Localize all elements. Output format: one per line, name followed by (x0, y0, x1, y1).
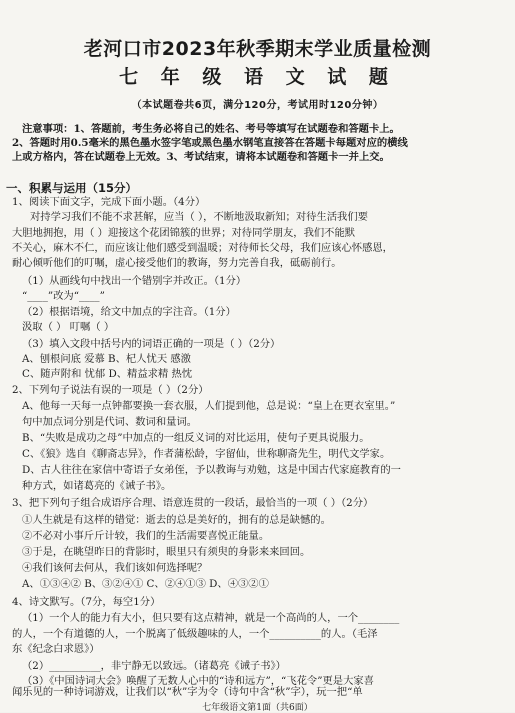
question-line: 4、诗文默写。（7分，每空1分） (12, 596, 161, 608)
sentence-line: ①人生就是有这样的错觉：逝去的总是美好的，拥有的总是缺憾的。 (22, 514, 331, 526)
notice-line: 2、答题时用0.5毫米的黑色墨水签字笔或黑色墨水钢笔直接答在答题卡每题对应的横线 (12, 137, 408, 149)
notice-line: 注意事项：1、答题前，考生务必将自己的姓名、考号等填写在试题卷和答题卡上。 (22, 123, 400, 135)
fill-line: （1）一个人的能力有大小，但只要有这点精神，就是一个高尚的人，一个________ (22, 612, 400, 624)
fill-line: （3）《中国诗词大会》唤醒了无数人心中的“诗和远方”，“飞花令”更是大家喜 (22, 675, 374, 687)
question-line: （1）从画线句中找出一个错别字并改正。（1分） (22, 275, 247, 287)
question-line: 3、把下列句子组合成语序合理、语意连贯的一段话，最恰当的一项（ ）（2分） (12, 497, 374, 509)
sentence-line: ③于是，在眺望昨日的背影时，眼里只有须臾的身影来来回回。 (22, 546, 311, 558)
option-line: C、《狼》选自《聊斋志异》，作者蒲松龄，字留仙，世称聊斋先生，明代文学家。 (22, 448, 391, 460)
answer-line: “____”改为“____” (22, 290, 105, 302)
page-footer: 七年级语文第1面（共6面） (202, 703, 313, 713)
option-line: A、他每一天每一点钟都要换一套衣服，人们提到他，总是说：“皇上在更衣室里。” (22, 400, 396, 412)
fill-line: 的人，一个有道德的人，一个脱离了低级趣味的人，一个__________的人。（毛泽 (12, 628, 378, 640)
question-line: （2）根据语境，给文中加点的字注音。（1分） (22, 306, 236, 318)
option-line: 句中加点词分别是代词、数词和量词。 (22, 416, 198, 428)
option-line: C、随声附和 忧郁 D、精益求精 热忱 (22, 368, 193, 380)
exam-title: 老河口市2023年秋季期末学业质量检测 (83, 38, 432, 60)
option-line: B、“失败是成功之母”中加点的一组反义词的对比运用，使句子更具说服力。 (22, 432, 370, 444)
passage-line: 不关心，麻木不仁，而应该让他们感受到温暖；对待师长父母，我们应该心怀感恩， (12, 242, 393, 254)
fill-line: 闻乐见的一种诗词游戏，让我们以“秋”字为令（诗句中含“秋”字），玩一把“单 (12, 686, 363, 698)
exam-subtitle: 七 年 级 语 文 试 题 (119, 66, 396, 88)
exam-info: （本试题卷共6页，满分120分，考试用时120分钟） (131, 100, 384, 111)
answer-line: 汲取（ ） 叮嘱（ ） (22, 321, 115, 333)
sentence-line: ④我们该何去何从，我们该如何选择呢？ (22, 562, 208, 574)
question-line: （3）填入文段中括号内的词语正确的一项是（ ）（2分） (22, 338, 281, 350)
fill-line: 东《纪念白求恩》） (12, 643, 100, 655)
passage-line: 大胆地拥抱，用（ ）迎接这个花团锦簇的世界；对待同学朋友，我们不能默 (12, 227, 356, 239)
passage-line: 耐心倾听他们的叮嘱，虚心接受他们的教诲，努力完善自我，砥砺前行。 (12, 257, 342, 269)
question-line: 2、下列句子说法有误的一项是（ ）（2分） (12, 384, 209, 396)
passage-line: 对持学习我们不能不求甚解，应当（ ），不断地汲取新知；对待生活我们要 (30, 211, 368, 223)
option-line: D、古人往往在家信中寄语子女弟侄，予以教诲与劝勉，这是中国古代家庭教育的一 (22, 464, 401, 476)
notice-line: 上或方格内，答在试题卷上无效。3、考试结束，请将本试题卷和答题卡一并上交。 (12, 151, 390, 163)
option-line: A、①③④② B、③②④① C、②④①③ D、④③②① (22, 578, 269, 590)
option-line: A、刨根问底 爱慕 B、杞人忧天 感激 (22, 353, 191, 365)
option-line: 种方式，如诸葛亮的《诫子书》。 (22, 480, 172, 492)
sentence-line: ②不必对小事斤斤计较，我们的生活需要喜悦正能量。 (22, 530, 270, 542)
section-title: 一、积累与运用（15分） (6, 181, 138, 195)
question-line: 1、阅读下面文字，完成下面小题。（4分） (12, 196, 206, 208)
fill-line: （2）__________，非宁静无以致远。（诸葛亮《诫子书》） (22, 660, 286, 672)
